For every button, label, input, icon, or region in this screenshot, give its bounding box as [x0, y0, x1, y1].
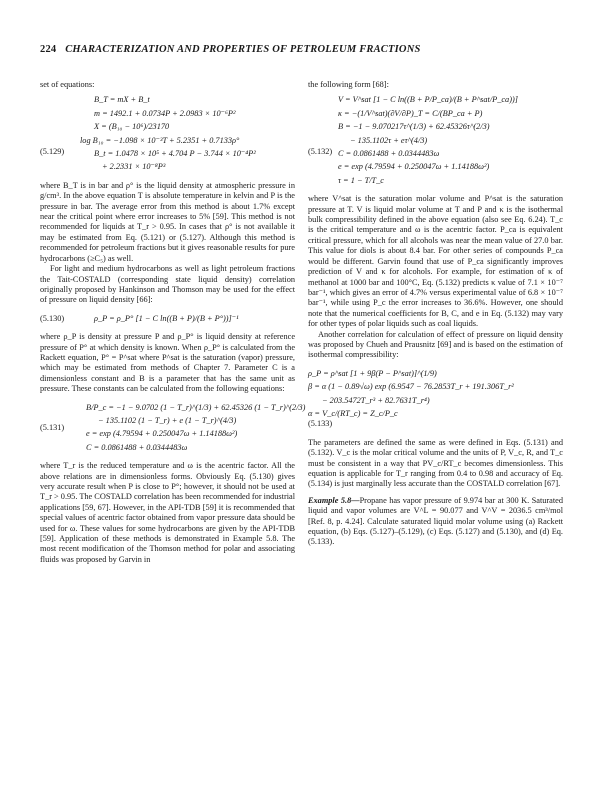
example-label: Example 5.8—: [308, 495, 360, 505]
paragraph: where V^sat is the saturation molar volume and P^sat is the saturation pressure at T. V is liquid molar volume at T and P and κ is the isothermal bulk compressibility defined in the above equation (also see Eq. 6.24). T_c is the critical temperature and ω is the acentric factor. P_ca is equivalent critical pressure, which for all alcohols was near the mean value of 27.0 bar. This value for diols is about 8.4 bar. For other series of compounds P_ca would be different. Garvin found that use of P_ca significantly improves prediction of V and κ for alcohols. For example, for estimation of κ of methanol at 1000 bar and 100°C, Eq. (5.132) predicts κ value of 7.1 × 10⁻⁷ bar⁻¹, which gives an error of 4.7% versus experimental value of 6.8 × 10⁻⁷ bar⁻¹, while using P_c the error increases to 36.6%. However, one should note that the numerical coefficients for B, C, and e in Eq. (5.132) may vary for other types of polar liquids such as coal liquids.: [308, 194, 563, 329]
equation-line: e = exp (4.79594 + 0.250047ω + 1.14188ω²): [338, 162, 490, 172]
equation-line: α = V_c/(RT_c) = Z_c/P_c: [308, 408, 398, 418]
paragraph: where ρ_P is density at pressure P and ρ_P° is liquid density at reference pressure of P° at which density is known. When ρ_P° is calculated from the Rackett equation, P° = P^sat where P^sat is the saturation (vapor) pressure, which may be estimated from methods of Chapter 7. Parameter C is a dimensionless constant and B is a parameter that has the same unit as pressure. These constants can be calculated from the following equations:: [40, 332, 295, 394]
equation-line: κ = −(1/V^sat)(∂V/∂P)_T = C/(BP_ca + P): [338, 108, 483, 118]
equation-line: V = V^sat [1 − C ln((B + P/P_ca)/(B + P^sat/P_ca))]: [338, 95, 518, 105]
intro-text: the following form [68]:: [308, 80, 389, 89]
equation-line: τ = 1 − T/T_c: [338, 175, 384, 185]
right-column: [308, 80, 563, 548]
equation-line: − 203.5472T_r³ + 82.7631T_r⁴): [322, 395, 430, 405]
equation-line: X = (B₁₀ − 10⁶)/23170: [94, 122, 170, 132]
paragraph: Another correlation for calculation of effect of pressure on liquid density was proposed by Chueh and Prausnitz [69] and is based on the estimation of isothermal compressibility:: [308, 329, 563, 360]
equation-line: ρ_P = ρ_P° [1 − C ln((B + P)/(B + P°))]⁻¹: [94, 313, 239, 323]
equation-5-133: [308, 369, 563, 430]
equation-line: − 135.1102 (1 − T_r) + e (1 − T_r)^(4/3): [98, 415, 237, 425]
example-paragraph: [308, 496, 563, 548]
equation-5-130: [40, 314, 295, 324]
example-text: Propane has vapor pressure of 9.974 bar at 300 K. Saturated liquid and vapor volumes are V^L = 90.077 and V^V = 2036.5 cm³/mol [Ref. 8, p. 4.24]. Calculate saturated liquid molar volume using (a) Rackett equation, (b) Eqs. (5.127)–(5.129), (c) Eqs. (5.127) and (5.130), and (d) Eq. (5.133).: [308, 495, 563, 547]
equation-line: log B₁₀ = −1.098 × 10⁻³T + 5.2351 + 0.7133ρ°: [80, 135, 240, 145]
equation-line: − 135.1102τ + eτ^(4/3): [350, 135, 428, 145]
equation-line: B_t = 1.0478 × 10⁵ + 4.704 P − 3.744 × 10⁻⁴P²: [94, 149, 256, 159]
equation-number: (5.132): [308, 147, 333, 157]
equation-line: B/P_c = −1 − 9.0702 (1 − T_r)^(1/3) + 62.45326 (1 − T_r)^(2/3): [86, 402, 306, 412]
equation-line: m = 1492.1 + 0.0734P + 2.0983 × 10⁻⁶P²: [94, 108, 236, 118]
equation-line: β = α (1 − 0.89√ω) exp (6.9547 − 76.2853T_r + 191.306T_r²: [308, 382, 514, 392]
paragraph: The parameters are defined the same as were defined in Eqs. (5.131) and (5.132). V_c is the molar critical volume and the units of P, V_c, R, and T_c must be consistent in a way that PV_c/RT_c becomes dimensionless. This equation is applicable for T_r ranging from 0.4 to 0.98 and accuracy of Eq. (5.134) is just marginally less accurate than the COSTALD correlation [67].: [308, 437, 563, 489]
equation-line: + 2.2331 × 10⁻⁸P³: [102, 162, 166, 172]
left-column: [40, 80, 306, 565]
equation-number: (5.131): [40, 422, 65, 432]
equation-line: e = exp (4.79594 + 0.250047ω + 1.14188ω²): [86, 429, 238, 439]
equation-5-129: [40, 95, 295, 172]
page-number: 224: [40, 44, 57, 55]
equation-5-132: [308, 95, 563, 186]
equation-line: C = 0.0861488 + 0.0344483ω: [338, 149, 440, 159]
paragraph: For light and medium hydrocarbons as well as light petroleum fractions the Tait-COSTALD (corresponding state liquid density) correlation originally proposed by Hankinson and Thomson may be used for the effect of pressure on liquid density [66]:: [40, 264, 295, 305]
equation-line: B = −1 − 9.070217τ^(1/3) + 62.45326τ^(2/3): [338, 122, 490, 132]
intro-text: set of equations:: [40, 80, 95, 89]
paragraph: where T_r is the reduced temperature and ω is the acentric factor. All the above relations are in dimensionless forms. Obviously Eq. (5.130) gives very accurate result when P is close to P°; however, it should not be used at T_r > 0.95. The COSTALD correlation has been recommended for industrial applications [59, 67]. However, in the API-TDB [59] it is recommended that special values of acentric factor obtained from vapor pressure data should be used for ω. These values for some hydrocarbons are given by the API-TDB [59]. Application of these methods is demonstrated in Example 5.8. The most recent modification of the Thomson method for polar and associating fluids was proposed by Garvin in: [40, 461, 296, 564]
equation-5-131: [40, 402, 306, 454]
equation-number: (5.129): [40, 147, 65, 157]
equation-line: B_T = mX + B_t: [94, 95, 150, 105]
equation-line: C = 0.0861488 + 0.0344483ω: [86, 442, 188, 452]
equation-number: (5.133): [308, 419, 333, 429]
equation-line: ρ_P = ρ^sat [1 + 9β(P − P^sat)]^(1/9): [308, 368, 437, 378]
paragraph: where B_T is in bar and ρ° is the liquid density at atmospheric pressure in g/cm³. In the above equation T is absolute temperature in kelvin and P is the pressure in bar. The average error from this method is about 1.7% except near the critical point where error increases to 5% [59]. This method is not recommended for liquids at T_r > 0.95. In cases that ρ° is not available it may be estimated from Eq. (5.121) or (5.127). Although this method is recommended for petroleum fractions but it gives reasonable results for pure hydrocarbons (≥C₅) as well.: [40, 180, 295, 263]
header-title: CHARACTERIZATION AND PROPERTIES OF PETROLEUM FRACTIONS: [65, 44, 421, 55]
running-header: [40, 44, 421, 55]
equation-number: (5.130): [40, 313, 65, 323]
